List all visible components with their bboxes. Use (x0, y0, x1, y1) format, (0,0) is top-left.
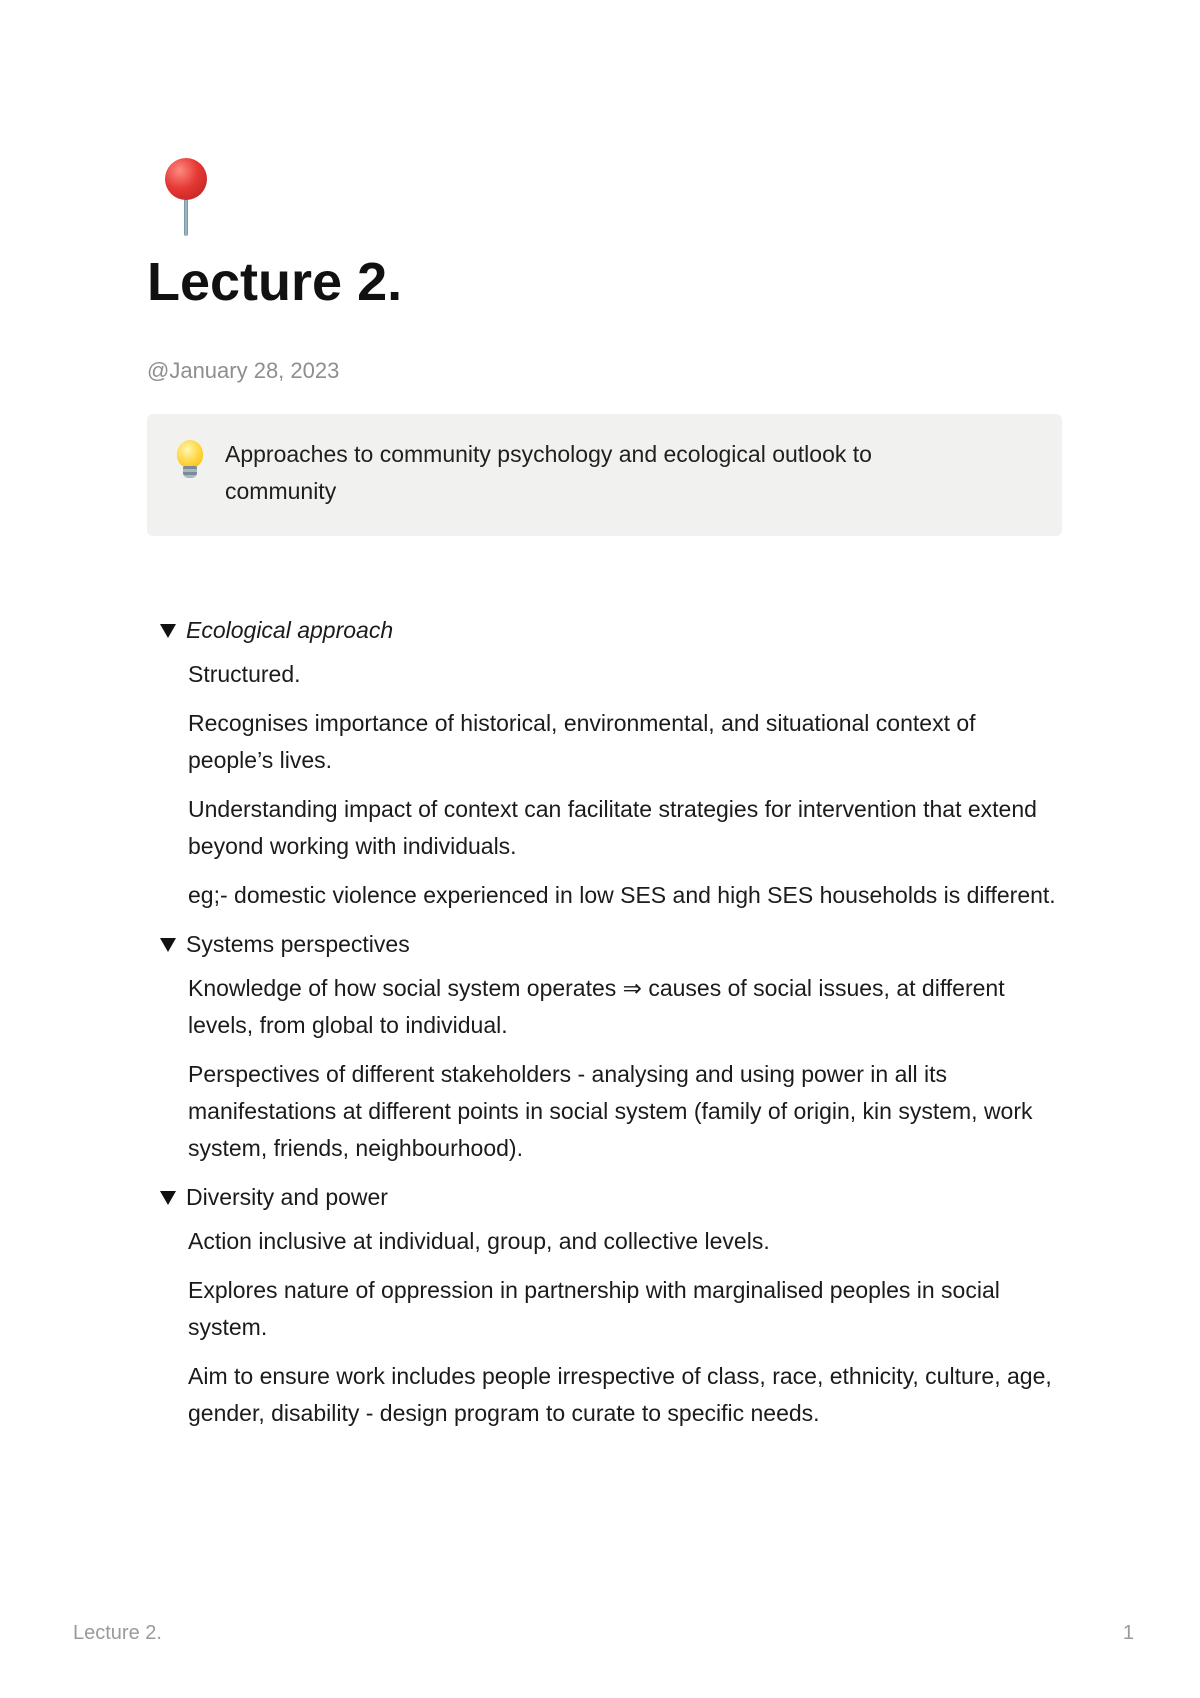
page-content (147, 150, 1062, 1444)
paragraph: Aim to ensure work includes people irrespective of class, race, ethnicity, culture, age, gender, disability - design program to curate to specific needs. (188, 1363, 1052, 1426)
triangle-down-icon[interactable] (160, 624, 176, 638)
toggle-diversity-and-power (147, 1179, 1062, 1432)
toggle-list (147, 612, 1062, 1432)
page-title: Lecture 2. (147, 252, 403, 312)
light-bulb-icon (173, 440, 207, 484)
toggle-header[interactable] (160, 1179, 1062, 1215)
paragraph: Explores nature of oppression in partnership with marginalised peoples in social system. (188, 1277, 1000, 1340)
triangle-down-icon[interactable] (160, 938, 176, 952)
triangle-down-icon[interactable] (160, 1191, 176, 1205)
callout-text: Approaches to community psychology and ecological outlook to community (225, 441, 872, 504)
footer-title: Lecture 2. (73, 1622, 162, 1644)
page-date[interactable]: @January 28, 2023 (147, 358, 340, 383)
paragraph: eg;- domestic violence experienced in low SES and high SES households is different. (188, 882, 1056, 908)
toggle-body (188, 1223, 1062, 1432)
toggle-body (188, 656, 1062, 914)
toggle-header[interactable] (160, 926, 1062, 962)
toggle-ecological-approach (147, 612, 1062, 914)
round-pushpin-icon (159, 150, 219, 240)
paragraph: Action inclusive at individual, group, and collective levels. (188, 1228, 770, 1254)
footer-page-number: 1 (1122, 1622, 1134, 1644)
toggle-header[interactable] (160, 612, 1062, 648)
toggle-systems-perspectives (147, 926, 1062, 1167)
paragraph: Structured. (188, 661, 301, 687)
toggle-body (188, 970, 1062, 1167)
paragraph: Perspectives of different stakeholders - analysing and using power in all its manifestations at different points in social system (family of origin, kin system, work system, friends, neighbourhood). (188, 1061, 1033, 1161)
toggle-title: Ecological approach (186, 617, 394, 643)
paragraph: Knowledge of how social system operates ⇒ causes of social issues, at different levels, from global to individual. (188, 975, 1005, 1038)
toggle-title: Systems perspectives (186, 931, 410, 957)
callout-block (147, 414, 1062, 536)
paragraph: Recognises importance of historical, environmental, and situational context of people’s lives. (188, 710, 976, 773)
toggle-title: Diversity and power (186, 1184, 388, 1210)
paragraph: Understanding impact of context can facilitate strategies for intervention that extend beyond working with individuals. (188, 796, 1037, 859)
